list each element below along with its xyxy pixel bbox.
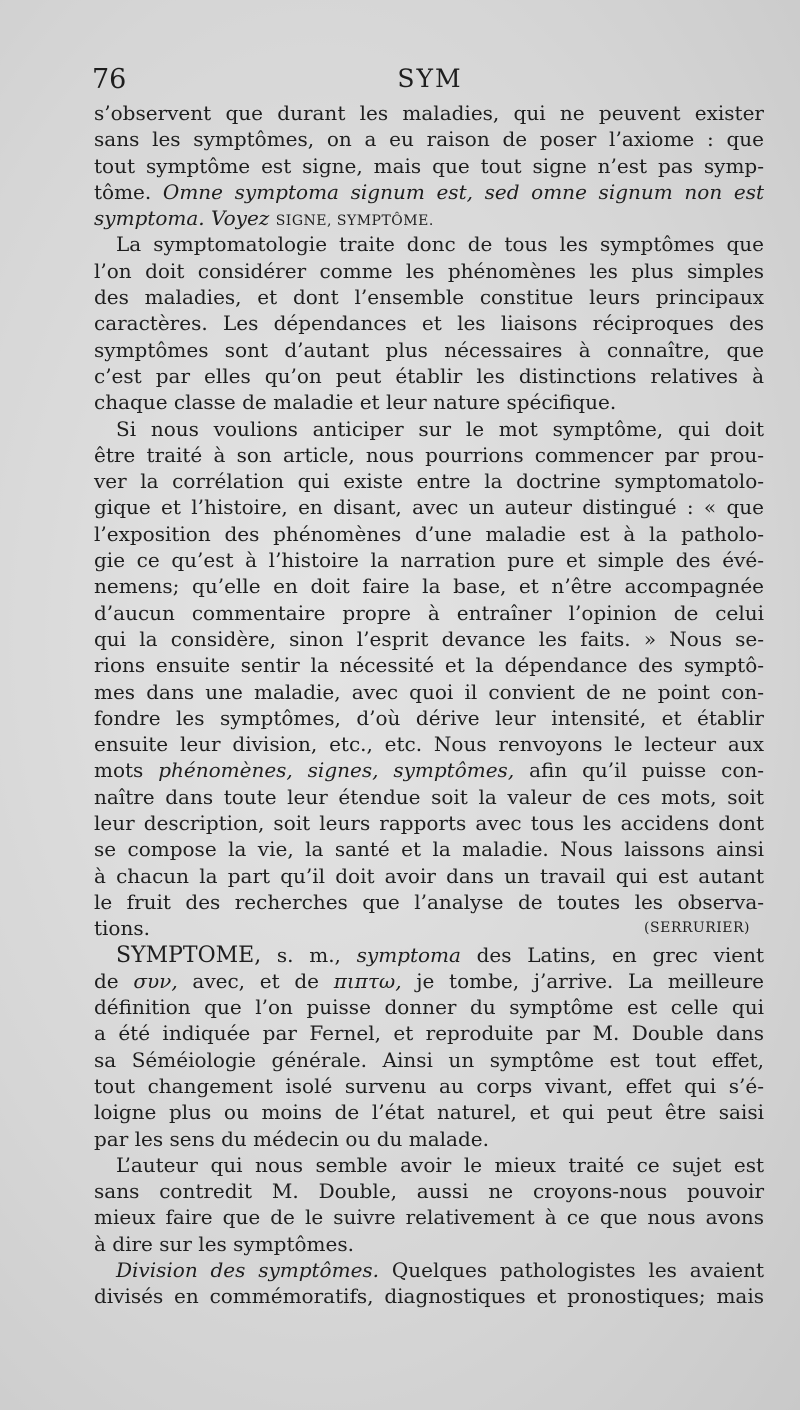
author-signature: (SERRURIER) [644,920,750,937]
text-line: Si nous voulions anticiper sur le mot symptôme, qui doit [116,416,764,441]
text-line: divisés en commémoratifs, diagnostiques et pronostiques; mais [94,1284,764,1309]
text-line: leur description, soit leurs rapports avec tous les accidens dont [94,811,764,836]
page-header [92,64,768,98]
page-number: 76 [92,64,127,95]
text-span: s. m., [276,942,341,967]
text-span: je tombe, j’arrive. La meilleure [416,968,765,993]
text-line: l’on doit considérer comme les phénomènes les plus simples [94,258,764,283]
text-line: ensuite leur division, etc., etc. Nous renvoyons le lecteur aux [94,732,764,757]
text-line [94,179,764,205]
text-line: gique et l’histoire, en disant, avec un auteur distingué : « que [94,495,764,520]
text-span: avec, et de [192,968,319,993]
text-line: fondre les symptômes, d’où dérive leur intensité, et établir [94,705,764,730]
text-line: La symptomatologie traite donc de tous les symptômes que [116,232,764,257]
text-span: afin qu’il puisse con- [529,758,765,783]
text-line: être traité à son article, nous pourrions commencer par prou- [94,442,764,467]
body-text [94,100,764,1310]
text-line: à dire sur les symptômes. [94,1231,354,1256]
text-line: se compose la vie, la santé et la maladie. Nous laissons ainsi [94,837,764,862]
text-line: gie ce qu’est à l’histoire la narration pure et simple des évé- [94,548,764,573]
text-line: l’exposition des phénomènes d’une maladie est à la patholo- [94,521,764,546]
text-line: ver la corrélation qui existe entre la doctrine symptomatolo- [94,469,764,494]
text-line: caractères. Les dépendances et les liaisons réciproques des [94,311,764,336]
text-span: tions. [94,916,150,941]
text-line: c’est par elles qu’on peut établir les distinctions relatives à [94,363,764,388]
text-line: tout changement isolé survenu au corps vivant, effet qui s’é- [94,1073,764,1098]
text-line [94,915,764,941]
text-span: des Latins, en grec vient [476,942,765,967]
greek-term: συν, [133,968,178,993]
text-line: définition que l’on puisse donner du symptôme est celle qui [94,995,764,1020]
text-span: de [94,968,119,993]
text-line [94,968,764,994]
text-line: sans les symptômes, on a eu raison de poser l’axiome : que [94,127,764,152]
section-title: Division des symptômes. [116,1258,380,1283]
text-span: tôme. [94,179,152,204]
text-line: nemens; qu’elle en doit faire la base, et n’être accompagnée [94,574,764,599]
text-line: loigne plus ou moins de l’état naturel, et qui peut être saisi [94,1100,764,1125]
text-span: mots [94,758,144,783]
latin-term: symptoma [356,942,461,967]
text-span: Quelques pathologistes les avaient [391,1258,765,1283]
text-line: rions ensuite sentir la nécessité et la dépendance des symptô- [94,653,764,678]
text-line: a été indiquée par Fernel, et reproduite par M. Double dans [94,1021,764,1046]
text-line: chaque classe de maladie et leur nature spécifique. [94,390,617,415]
cross-reference: SIGNE, SYMPTÔME. [275,213,434,230]
text-line: mieux faire que de le suivre relativement à ce que nous avons [94,1205,764,1230]
entry-heading-line [94,942,764,968]
running-head: SYM [397,64,463,93]
latin-quote: Omne symptoma signum est, sed omne signum non est [162,179,765,204]
text-line: mes dans une maladie, avec quoi il convient de ne point con- [94,679,764,704]
italic-terms: phénomènes, signes, symptômes, [158,758,515,783]
text-line: des maladies, et dont l’ensemble constitue leurs principaux [94,285,764,310]
text-line: tout symptôme est signe, mais que tout signe n’est pas symp- [94,153,764,178]
text-line: qui la considère, sinon l’esprit devance les faits. » Nous se- [94,626,764,651]
text-line: par les sens du médecin ou du malade. [94,1126,489,1151]
latin-quote: symptoma. [94,206,205,231]
entry-headword: SYMPTOME, [116,942,262,968]
text-line [94,757,764,783]
text-line: s’observent que durant les maladies, qui ne peuvent exister [94,101,764,125]
greek-term: πιπτω, [333,968,402,993]
text-line [94,205,764,231]
text-line: d’aucun commentaire propre à entraîner l’opinion de celui [94,600,764,625]
text-line: naître dans toute leur étendue soit la valeur de ces mots, soit [94,784,764,809]
text-line: le fruit des recherches que l’analyse de toutes les observa- [94,889,764,914]
text-line: à chacun la part qu’il doit avoir dans un travail qui est autant [94,863,764,888]
text-line: sa Séméiologie générale. Ainsi un symptôme est tout effet, [94,1047,764,1072]
text-line: L’auteur qui nous semble avoir le mieux traité ce sujet est [116,1152,764,1177]
text-line: sans contredit M. Double, aussi ne croyons-nous pouvoir [94,1179,764,1204]
cross-reference-label: Voyez [211,206,270,231]
text-line [94,1257,764,1283]
text-line: symptômes sont d’autant plus nécessaires à connaître, que [94,337,764,362]
